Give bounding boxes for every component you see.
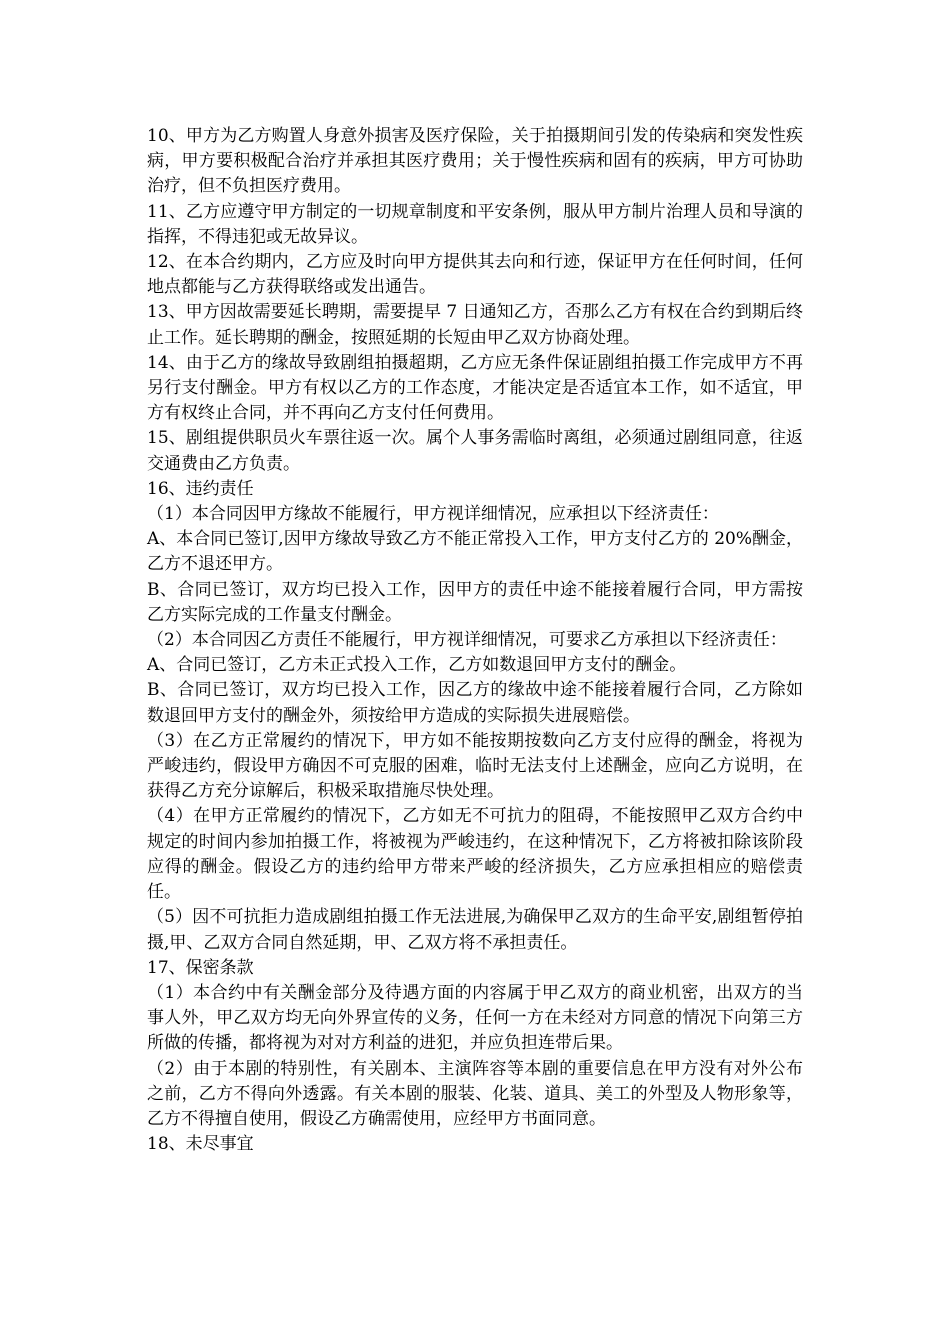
clause-16-3: （3）在乙方正常履约的情况下，甲方如不能按期按数向乙方支付应得的酬金，将视为严峻违约，假设甲方确因不可克服的困难，临时无法支付上述酬金，应向乙方说明，在获得乙方充分谅解后，积极采取措施尽快处理。: [147, 730, 803, 802]
clause-15: 15、剧组提供职员火车票往返一次。属个人事务需临时离组，必须通过剧组同意，往返交通费由乙方负责。: [147, 428, 803, 474]
clause-16-1: （1）本合同因甲方缘故不能履行，甲方视详细情况，应承担以下经济责任：: [147, 504, 719, 525]
document-body: [147, 124, 803, 1157]
clause-16-5: （5）因不可抗拒力造成剧组拍摄工作无法进展,为确保甲乙双方的生命平安,剧组暂停拍摄,甲、乙双方合同自然延期，甲、乙双方将不承担责任。: [147, 907, 803, 953]
clause-17-1: （1）本合约中有关酬金部分及待遇方面的内容属于甲乙双方的商业机密，出双方的当事人外，甲乙双方均无向外界宣传的义务，任何一方在未经对方同意的情况下向第三方所做的传播，都将视为对对方利益的进犯，并应负担连带后果。: [147, 982, 803, 1054]
clause-17-heading: 17、保密条款: [147, 957, 254, 978]
clause-16-1-b: B、合同已签订，双方均已投入工作，因甲方的责任中途不能接着履行合同，甲方需按乙方实际完成的工作量支付酬金。: [147, 579, 803, 625]
clause-16-2-a: A、合同已签订，乙方未正式投入工作，乙方如数退回甲方支付的酬金。: [147, 655, 687, 676]
clause-12: 12、在本合约期内，乙方应及时向甲方提供其去向和行迹，保证甲方在任何时间，任何地点都能与乙方获得联络或发出通告。: [147, 252, 803, 298]
clause-18-heading: 18、未尽事宜: [147, 1134, 254, 1155]
clause-17-2: （2）由于本剧的特别性，有关剧本、主演阵容等本剧的重要信息在甲方没有对外公布之前，乙方不得向外透露。有关本剧的服装、化装、道具、美工的外型及人物形象等，乙方不得擅自使用，假设乙方确需使用，应经甲方书面同意。: [147, 1058, 803, 1129]
clause-14: 14、由于乙方的缘故导致剧组拍摄超期，乙方应无条件保证剧组拍摄工作完成甲方不再另行支付酬金。甲方有权以乙方的工作态度，才能决定是否适宜本工作，如不适宜，甲方有权终止合同，并不再向乙方支付任何费用。: [147, 352, 803, 424]
clause-16-1-a: A、本合同已签订,因甲方缘故导致乙方不能正常投入工作，甲方支付乙方的 20%酬金，乙方不退还甲方。: [147, 529, 803, 575]
clause-13: 13、甲方因故需要延长聘期，需要提早 7 日通知乙方，否那么乙方有权在合约到期后终止工作。延长聘期的酬金，按照延期的长短由甲乙双方协商处理。: [147, 302, 803, 348]
clause-16-2: （2）本合同因乙方责任不能履行，甲方视详细情况，可要求乙方承担以下经济责任：: [147, 630, 787, 651]
clause-11: 11、乙方应遵守甲方制定的一切规章制度和平安条例，服从甲方制片治理人员和导演的指挥，不得违犯或无故异议。: [147, 201, 803, 247]
clause-10: 10、甲方为乙方购置人身意外损害及医疗保险，关于拍摄期间引发的传染病和突发性疾病，甲方要积极配合治疗并承担其医疗费用；关于慢性疾病和固有的疾病，甲方可协助治疗，但不负担医疗费用。: [147, 126, 803, 197]
clause-16-heading: 16、违约责任: [147, 478, 254, 499]
clause-16-4: （4）在甲方正常履约的情况下，乙方如无不可抗力的阻碍，不能按照甲乙双方合约中规定的时间内参加拍摄工作，将被视为严峻违约，在这种情况下，乙方将被扣除该阶段应得的酬金。假设乙方的违约给甲方带来严峻的经济损失，乙方应承担相应的赔偿责任。: [147, 806, 803, 903]
clause-16-2-b: B、合同已签订，双方均已投入工作，因乙方的缘故中途不能接着履行合同，乙方除如数退回甲方支付的酬金外，须按给甲方造成的实际损失进展赔偿。: [147, 680, 803, 726]
